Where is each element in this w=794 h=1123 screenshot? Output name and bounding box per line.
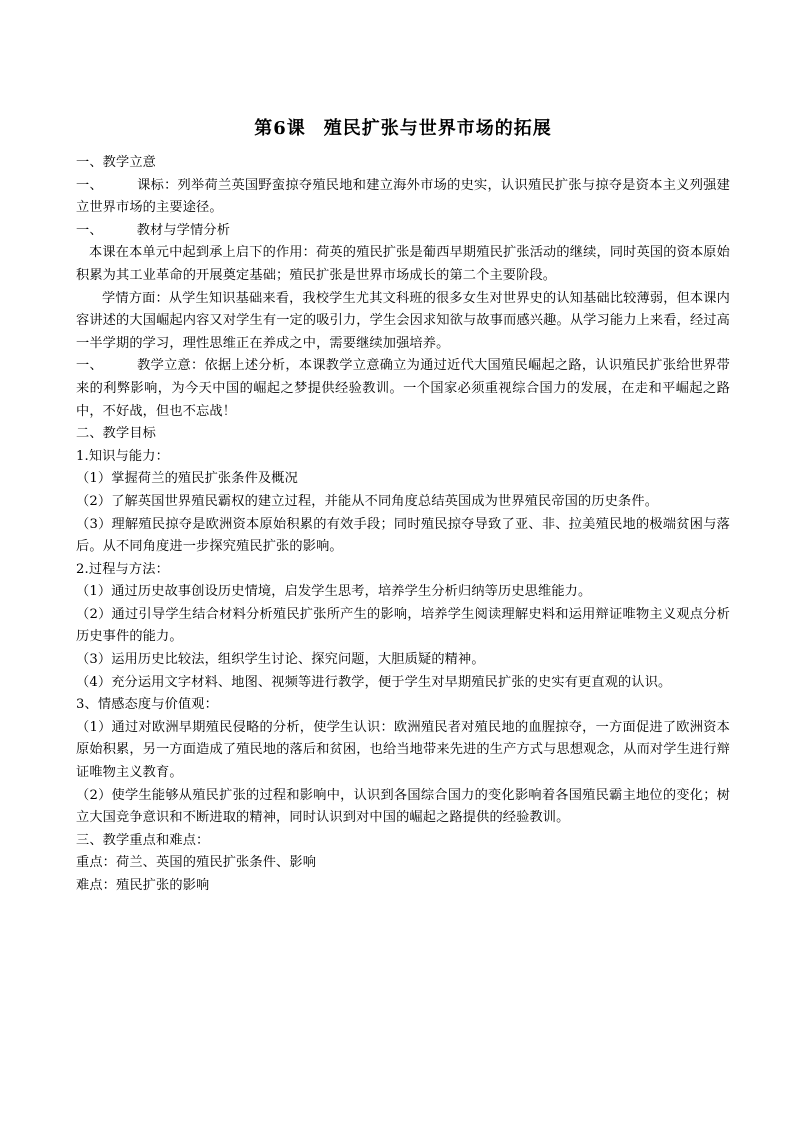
liyi-text: 教学立意：依据上述分析，本课教学立意确立为通过近代大国殖民崛起之路，认识殖民扩张给世界带来的利弊影响，为今天中国的崛起之梦提供经验教训。一个国家必须重视综合国力的发展，在走和平崛起之路中，不好战，但也不忘战！ bbox=[76, 358, 730, 419]
page-title bbox=[76, 116, 730, 142]
subheading-knowledge: 1.知识与能力： bbox=[76, 448, 169, 464]
jiaocai-number: 一、 bbox=[76, 222, 103, 238]
kebiao-text: 课标：列举荷兰英国野蛮掠夺殖民地和建立海外市场的史实，认识殖民扩张与掠夺是资本主义列强建立世界市场的主要途径。 bbox=[76, 177, 730, 216]
key-point: 重点：荷兰、英国的殖民扩张条件、影响 bbox=[76, 855, 317, 871]
knowledge-item-2: （2）了解英国世界殖民霸权的建立过程，并能从不同角度总结英国成为世界殖民帝国的历史条件。 bbox=[76, 493, 659, 509]
jiaocai-text: 教材与学情分析 bbox=[136, 222, 231, 238]
method-item-2: （2）通过引导学生结合材料分析殖民扩张所产生的影响，培养学生阅读理解史料和运用辩证唯物主义观点分析历史事件的能力。 bbox=[76, 606, 730, 645]
emotion-item-1: （1）通过对欧洲早期殖民侵略的分析，使学生认识：欧洲殖民者对殖民地的血腥掠夺，一方面促进了欧洲资本原始积累，另一方面造成了殖民地的落后和贫困，也给当地带来先进的生产方式与思想观念，从而对学生进行辩证唯物主义教育。 bbox=[76, 719, 730, 781]
knowledge-item-3: （3）理解殖民掠夺是欧洲资本原始积累的有效手段；同时殖民掠夺导致了亚、非、拉美殖民地的极端贫困与落后。从不同角度进一步探究殖民扩张的影响。 bbox=[76, 516, 730, 555]
subheading-emotion: 3、情感态度与价值观： bbox=[76, 697, 218, 713]
kebiao-paragraph bbox=[76, 175, 730, 220]
subheading-method: 2.过程与方法： bbox=[76, 561, 169, 577]
method-item-4: （4）充分运用文字材料、地图、视频等进行教学，便于学生对早期殖民扩张的史实有更直观的认识。 bbox=[76, 674, 672, 690]
liyi-number: 一、 bbox=[76, 358, 103, 374]
lesson-name: 殖民扩张与世界市场的拓展 bbox=[323, 118, 552, 139]
emotion-item-2: （2）使学生能够从殖民扩张的过程和影响中，认识到各国综合国力的变化影响着各国殖民霸主地位的变化；树立大国竞争意识和不断进取的精神，同时认识到对中国的崛起之路提供的经验教训。 bbox=[76, 787, 730, 826]
difficult-point: 难点：殖民扩张的影响 bbox=[76, 878, 210, 893]
method-item-3: （3）运用历史比较法，组织学生讨论、探究问题，大胆质疑的精神。 bbox=[76, 652, 485, 668]
kebiao-number: 一、 bbox=[76, 177, 103, 193]
knowledge-item-1: （1）掌握荷兰的殖民扩张条件及概况 bbox=[76, 471, 298, 487]
liyi-paragraph bbox=[76, 355, 730, 423]
section-heading-3: 三、教学重点和难点： bbox=[76, 832, 210, 848]
jiaocai-heading bbox=[76, 220, 730, 243]
lesson-number: 第6课 bbox=[254, 118, 306, 139]
method-item-1: （1）通过历史故事创设历史情境，启发学生思考，培养学生分析归纳等历史思维能力。 bbox=[76, 584, 592, 600]
jiaocai-paragraph: 本课在本单元中起到承上启下的作用：荷英的殖民扩张是葡西早期殖民扩张活动的继续，同时英国的资本原始积累为其工业革命的开展奠定基础；殖民扩张是世界市场成长的第二个主要阶段。 bbox=[76, 245, 730, 283]
section-heading-1: 一、教学立意 bbox=[76, 155, 157, 170]
section-heading-2: 二、教学目标 bbox=[76, 426, 157, 442]
xueqing-paragraph: 学情方面：从学生知识基础来看，我校学生尤其文科班的很多女生对世界史的认知基础比较薄弱，但本课内容讲述的大国崛起内容又对学生有一定的吸引力，学生会因求知欲与故事而感兴趣。从学习能力上来看，经过高一半学期的学习，理性思维正在养成之中，需要继续加强培养。 bbox=[76, 290, 730, 351]
